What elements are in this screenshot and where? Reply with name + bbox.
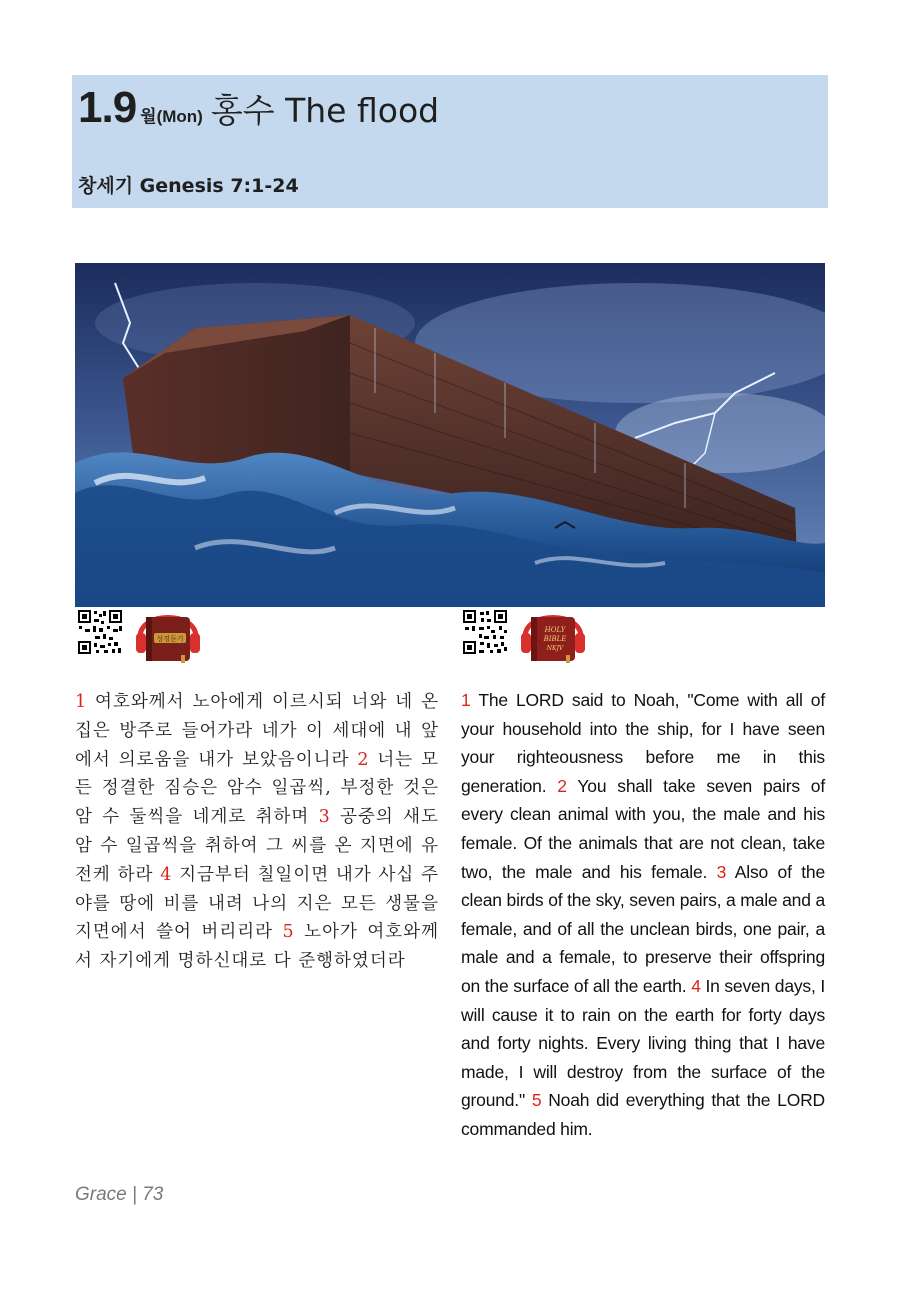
lesson-date: 1.9 [78, 83, 137, 132]
verse-text: You shall take seven pairs of every clean animal with you, the male and his female. Of the animals that are not clean, take two, the male and his female. [461, 775, 825, 882]
qr-code-korean[interactable] [77, 609, 123, 655]
verse-number: 5 [531, 1090, 542, 1111]
lesson-day: 월(Mon) [140, 107, 203, 126]
holy-bible-nkjv-audio-icon[interactable] [519, 603, 587, 665]
verse-number: 3 [318, 807, 331, 828]
verse-text: 너는 모든 정결한 짐승은 암수 일곱씩, 부정한 것은 암 수 둘씩을 네게로 취하며 [75, 749, 440, 828]
verse-number: 2 [357, 749, 370, 770]
english-verse-text [461, 686, 825, 1144]
page-footer: Grace | 73 [75, 1184, 164, 1205]
verse-number: 4 [160, 864, 173, 885]
verse-text: In seven days, I will cause it to rain on the earth for forty days and forty nights. Every living thing that I have made, I will destroy from the surface of the ground." [461, 975, 826, 1111]
verse-text: Also of the clean birds of the sky, seven pairs, a male and a female, and of all the unclean birds, one pair, a male and a female, to preserve their offspring on the surface of all the earth. [461, 861, 825, 996]
title-row [78, 83, 439, 133]
verse-text: 지금부터 칠일이면 내가 사십 주야를 땅에 비를 내려 나의 지은 모든 생물을 지면에서 쓸어 버리리라 [75, 864, 439, 943]
verse-number: 3 [716, 861, 727, 882]
verse-number: 1 [461, 690, 471, 710]
verse-text: 노아가 여호와께서 자기에게 명하신대로 다 준행하였더라 [75, 922, 439, 972]
svg-text:HOLY: HOLY [544, 626, 566, 634]
lesson-header [72, 75, 828, 208]
bible-audio-app-icon[interactable] [134, 603, 202, 665]
svg-text:NKJV: NKJV [546, 645, 564, 652]
bible-audio-app-icon-text: 성경듣기 [156, 635, 184, 643]
lesson-title: 홍수 The flood [210, 91, 440, 130]
verse-number: 5 [282, 922, 295, 943]
svg-text:BIBLE: BIBLE [543, 635, 567, 643]
noahs-ark-illustration [75, 263, 825, 607]
verse-text: 여호와께서 노아에게 이르시되 너와 네 온 집은 방주로 들어가라 네가 이 세대에 내 앞에서 의로움을 내가 보았음이니라 [75, 692, 439, 770]
korean-verse-text [75, 688, 439, 976]
scripture-reference: 창세기 Genesis 7:1-24 [78, 175, 299, 197]
verse-text: The LORD said to Noah, "Come with all of your household into the ship, for I have seen your righteousness before me in this generation. [461, 690, 825, 796]
verse-text: 공중의 새도 암 수 일곱씩을 취하여 그 씨를 온 지면에 유전케 하라 [75, 807, 439, 885]
verse-number: 1 [75, 692, 88, 712]
verse-number: 4 [691, 975, 701, 996]
verse-text: Noah did everything that the LORD commanded him. [461, 1090, 825, 1139]
verse-number: 2 [557, 775, 567, 796]
qr-code-english[interactable] [462, 609, 508, 655]
